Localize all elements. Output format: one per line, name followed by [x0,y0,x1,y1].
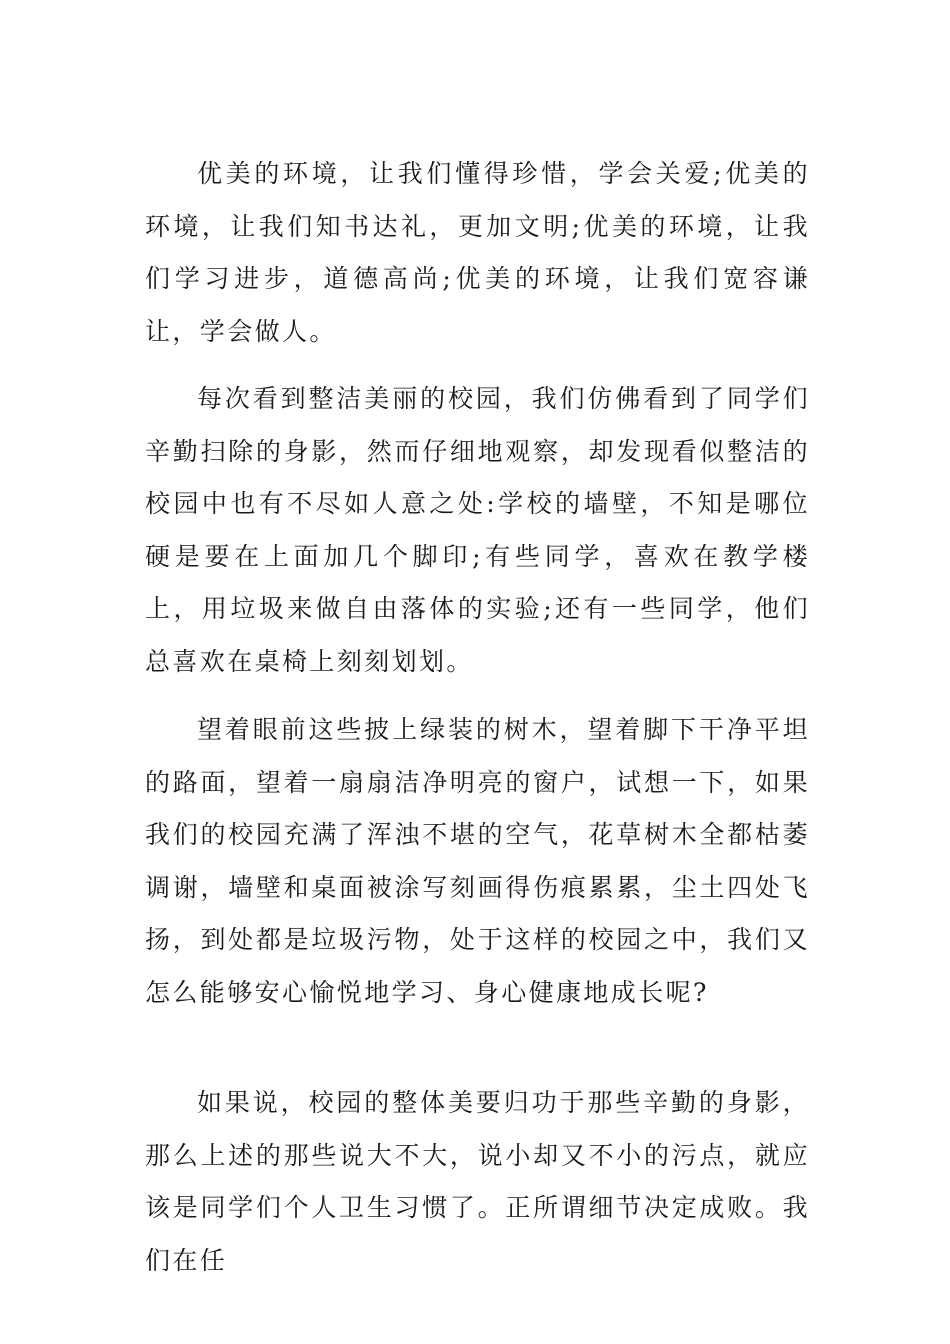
paragraph-imagine-dirty-campus: 望着眼前这些披上绿装的树木，望着脚下干净平坦的路面，望着一扇扇洁净明亮的窗户，试想一下，如果我们的校园充满了浑浊不堪的空气，花草树木全都枯萎调谢，墙壁和桌面被涂写刻画得伤痕累累，尘土四处飞扬，到处都是垃圾污物，处于这样的校园之中，我们又怎么能够安心愉悦地学习、身心健康地成长呢? [145,715,810,1007]
paragraph-hygiene-habits: 如果说，校园的整体美要归功于那些辛勤的身影，那么上述的那些说大不大，说小却又不小的污点，就应该是同学们个人卫生习惯了。正所谓细节决定成败。我们在任 [145,1088,810,1275]
paragraph-campus-flaws: 每次看到整洁美丽的校园，我们仿佛看到了同学们辛勤扫除的身影，然而仔细地观察，却发现看似整洁的校园中也有不尽如人意之处:学校的墙壁，不知是哪位硬是要在上面加几个脚印;有些同学，喜欢在教学楼上，用垃圾来做自由落体的实验;还有一些同学，他们总喜欢在桌椅上刻刻划划。 [145,384,810,676]
paragraph-environment: 优美的环境，让我们懂得珍惜，学会关爱;优美的环境，让我们知书达礼，更加文明;优美的环境，让我们学习进步，道德高尚;优美的环境，让我们宽容谦让，学会做人。 [145,159,810,346]
